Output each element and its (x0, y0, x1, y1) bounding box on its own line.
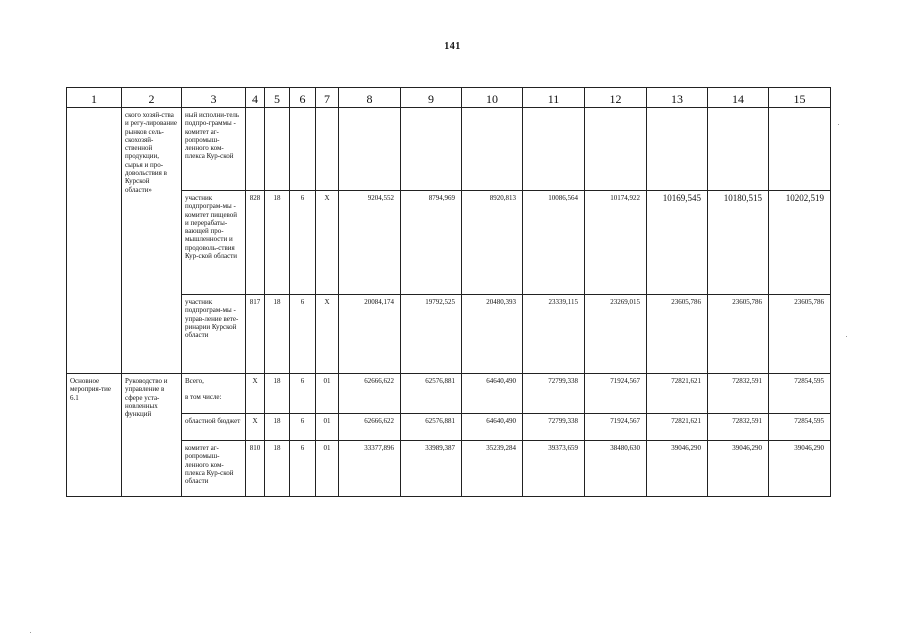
cell-value-11: 23339,115 (523, 295, 585, 374)
header-cell-13: 13 (647, 88, 708, 108)
header-cell-5: 5 (265, 88, 290, 108)
cell-value-14: 72832,591 (708, 414, 769, 441)
cell-col3 (182, 374, 246, 414)
cell-value-10: 8920,813 (462, 191, 523, 295)
cell-value-9: 62576,881 (401, 414, 462, 441)
header-cell-12: 12 (585, 88, 647, 108)
cell-value-11: 72799,338 (523, 374, 585, 414)
cell-col1-group2: Основное мероприя-тие 6.1 (67, 374, 122, 497)
cell-col7: X (316, 295, 339, 374)
scan-speck (838, 124, 839, 125)
cell-value-14: 23605,786 (708, 295, 769, 374)
header-cell-9: 9 (401, 88, 462, 108)
cell-col3-line1: Всего, (185, 377, 204, 385)
cell-value-9: 19792,525 (401, 295, 462, 374)
header-cell-1: 1 (67, 88, 122, 108)
cell-value-12: 71924,567 (585, 414, 647, 441)
cell-value-13: 23605,786 (647, 295, 708, 374)
cell-col6: 6 (290, 374, 316, 414)
cell-value-12: 10174,922 (585, 191, 647, 295)
cell-col4: 828 (246, 191, 265, 295)
cell-value-11: 72799,338 (523, 414, 585, 441)
header-cell-7: 7 (316, 88, 339, 108)
table-row (67, 414, 831, 441)
header-cell-10: 10 (462, 88, 523, 108)
cell-col5: 18 (265, 414, 290, 441)
cell-value-14: 10180,515 (708, 191, 769, 295)
cell-col6: 6 (290, 414, 316, 441)
cell-value-8: 33377,896 (339, 441, 401, 497)
cell-col6: 6 (290, 295, 316, 374)
header-cell-14: 14 (708, 88, 769, 108)
cell-col4: 810 (246, 441, 265, 497)
header-row (67, 88, 831, 108)
cell-col4: X (246, 374, 265, 414)
header-cell-15: 15 (769, 88, 831, 108)
cell-value-9: 33989,387 (401, 441, 462, 497)
header-cell-11: 11 (523, 88, 585, 108)
cell-value-10: 64640,490 (462, 374, 523, 414)
cell-col7: 01 (316, 374, 339, 414)
scan-speck (30, 632, 31, 633)
cell-col7: X (316, 191, 339, 295)
header-cell-4: 4 (246, 88, 265, 108)
cell-col5: 18 (265, 441, 290, 497)
cell-col3: ный исполни-тель подпро-граммы - комитет аг-ропромыш-ленного ком-плекса Кур-ской (182, 108, 246, 191)
cell-value-8: 20084,174 (339, 295, 401, 374)
cell-value-15: 72854,595 (769, 374, 831, 414)
cell-value-11: 10086,564 (523, 191, 585, 295)
cell-col4: 817 (246, 295, 265, 374)
cell-value-15: 39046,290 (769, 441, 831, 497)
cell-value-12: 38480,630 (585, 441, 647, 497)
cell-col7: 01 (316, 414, 339, 441)
cell-col2-group1: ского хозяй-ства и регу-лирование рынков сель-скохозяй-ственной продукции, сырья и про-довольствия в Курской области» (122, 108, 182, 374)
cell-col3: участник подпрограм-мы - комитет пищевой и перерабаты-вающей про-мышленности и продоволь-ствия Кур-ской области (182, 191, 246, 295)
cell-value-14: 72832,591 (708, 374, 769, 414)
cell-col4: X (246, 414, 265, 441)
cell-col3: областной бюджет (182, 414, 246, 441)
cell-value-12: 23269,015 (585, 295, 647, 374)
cell-value-11: 39373,659 (523, 441, 585, 497)
cell-value-8: 9204,552 (339, 191, 401, 295)
cell-value-15: 10202,519 (769, 191, 831, 295)
table-row (67, 191, 831, 295)
cell-col3: участник подпрограм-мы - управ-ление вете-ринарии Курской области (182, 295, 246, 374)
cell-col5: 18 (265, 374, 290, 414)
cell-value-13: 39046,290 (647, 441, 708, 497)
cell-value-13: 72821,621 (647, 374, 708, 414)
header-cell-3: 3 (182, 88, 246, 108)
table-row (67, 441, 831, 497)
cell-value-15: 72854,595 (769, 414, 831, 441)
cell-value-15: 23605,786 (769, 295, 831, 374)
cell-col5: 18 (265, 295, 290, 374)
cell-value-9: 8794,969 (401, 191, 462, 295)
cell-value-10: 20480,393 (462, 295, 523, 374)
cell-col3: комитет аг-ропромыш-ленного ком-плекса Кур-ской области (182, 441, 246, 497)
cell-value-8: 62666,622 (339, 374, 401, 414)
scan-speck (846, 336, 847, 337)
table-row (67, 108, 831, 191)
cell-value-13: 72821,621 (647, 414, 708, 441)
table-row (67, 295, 831, 374)
page-number: 141 (444, 41, 461, 52)
header-cell-6: 6 (290, 88, 316, 108)
table-row (67, 374, 831, 414)
cell-col6: 6 (290, 441, 316, 497)
budget-table (66, 87, 831, 497)
header-cell-8: 8 (339, 88, 401, 108)
cell-value-8: 62666,622 (339, 414, 401, 441)
cell-col5: 18 (265, 191, 290, 295)
cell-value-9: 62576,881 (401, 374, 462, 414)
cell-value-10: 64640,490 (462, 414, 523, 441)
cell-value-12: 71924,567 (585, 374, 647, 414)
cell-col3-line2: в том числе: (185, 393, 222, 402)
cell-value-14: 39046,290 (708, 441, 769, 497)
cell-value-13: 10169,545 (647, 191, 708, 295)
cell-value-10: 35239,284 (462, 441, 523, 497)
header-cell-2: 2 (122, 88, 182, 108)
cell-col2-group2: Руководство и управление в сфере уста-новленных функций (122, 374, 182, 497)
cell-col7: 01 (316, 441, 339, 497)
cell-col6: 6 (290, 191, 316, 295)
cell-col1-group1 (67, 108, 122, 374)
